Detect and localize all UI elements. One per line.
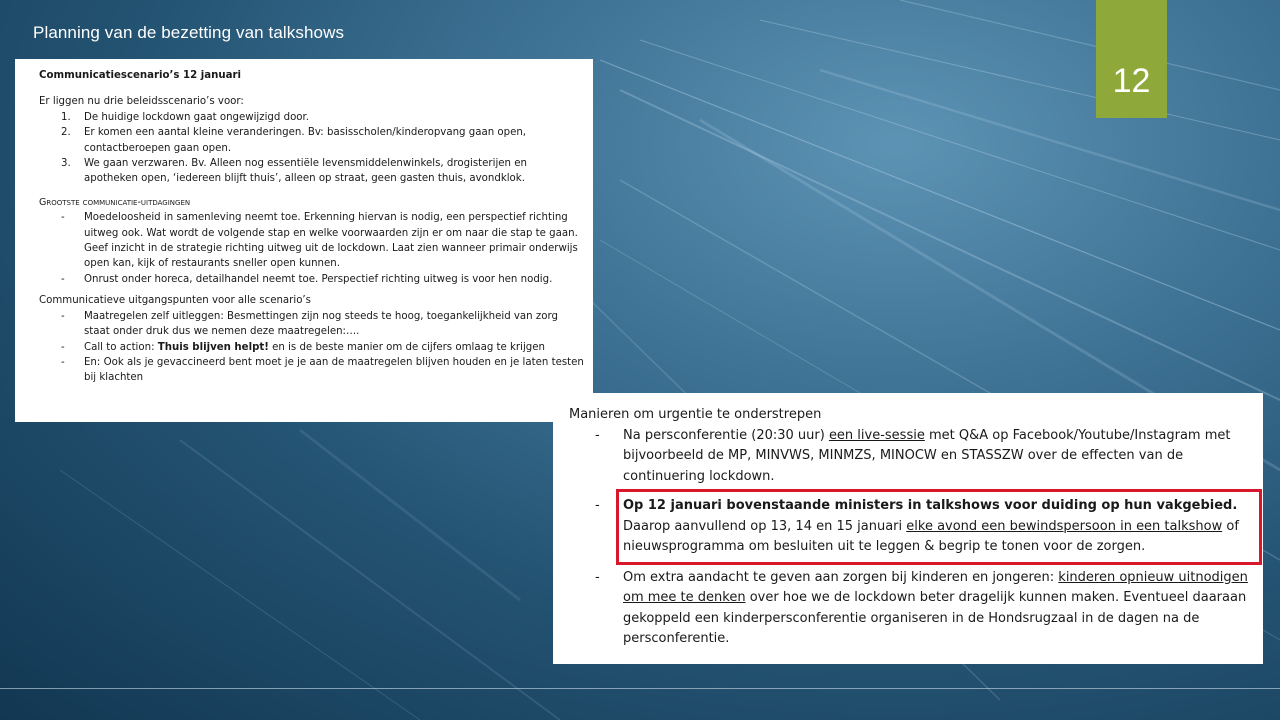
underlined-text: elke avond een bewindspersoon in een talkshow — [906, 518, 1223, 534]
urgency-list — [569, 426, 1255, 650]
document-excerpt-urgency — [553, 393, 1263, 664]
footer-divider — [0, 688, 1280, 689]
slide-title: Planning van de bezetting van talkshows — [33, 23, 345, 42]
list-item — [569, 568, 1255, 650]
list-marker: - — [595, 569, 600, 585]
list-item-text: Onrust onder horeca, detailhandel neemt toe. Perspectief richting uitweg is voor hen nodig. — [84, 273, 553, 285]
list-item-text-pre: Om extra aandacht te geven aan zorgen bij kinderen en jongeren: — [623, 569, 1059, 585]
section-heading-principles: Communicatieve uitgangspunten voor alle scenario’s — [39, 295, 311, 307]
underlined-text: een live-sessie — [828, 427, 925, 443]
list-item-text: De huidige lockdown gaat ongewijzigd door. — [84, 111, 310, 123]
page-number: 12 — [1112, 62, 1151, 100]
underlined-text: kinderen opnieuw uitnodigen om mee te denken — [623, 569, 1248, 605]
list-item-text-mid: Daarop aanvullend op 13, 14 en 15 januari — [623, 518, 907, 534]
list-item — [39, 309, 584, 340]
list-item-text: Moedeloosheid in samenleving neemt toe. Erkenning hiervan is nodig, een perspectief richting uitweg ook. Wat wordt de volgende stap en welke voorwaarden zijn er om naar die stap te gaan. Geef inzicht in de strategie richting uitweg uit de lockdown. Laat zien wanneer primair onderwijs open kan, kijk of restaurants sneller open kunnen. — [84, 212, 578, 270]
list-item — [39, 110, 584, 125]
list-marker: - — [61, 356, 65, 368]
list-item-text: Maatregelen zelf uitleggen: Besmettingen zijn nog steeds te hoog, toegankelijkheid van zorg staat onder druk dus we nemen deze maatregelen:…. — [84, 310, 558, 338]
list-item — [39, 272, 584, 287]
list-marker: 3. — [61, 158, 71, 170]
challenges-list — [39, 210, 584, 287]
list-item — [39, 210, 584, 272]
list-item-text-pre: Na persconferentie (20:30 uur) — [623, 427, 829, 443]
list-marker: - — [595, 498, 600, 513]
list-marker: - — [61, 212, 65, 224]
list-item-text-post: met Q&A op Facebook/Youtube/Instagram met bijvoorbeeld de MP, MINVWS, MINMZS, MINOCW en STASSZW over de effecten van de continuering lockdown. — [623, 427, 1231, 484]
document-excerpt-communication-scenarios — [15, 59, 593, 422]
page-number-badge — [1096, 0, 1167, 118]
list-marker: 2. — [61, 127, 71, 139]
document-heading: Communicatiescenario’s 12 januari — [39, 70, 242, 81]
list-marker: - — [61, 273, 65, 285]
list-marker: - — [595, 427, 600, 443]
section-heading-challenges: Grootste communicatie-uitdagingen — [39, 196, 191, 208]
list-item — [39, 125, 584, 156]
principles-list — [39, 309, 584, 386]
document-heading: Manieren om urgentie te onderstrepen — [569, 407, 822, 422]
intro-text: Er liggen nu drie beleidsscenario’s voor: — [39, 96, 244, 108]
list-marker: - — [61, 341, 65, 353]
list-item — [39, 156, 584, 187]
list-item-text-post: over hoe we de lockdown beter dragelijk kunnen maken. Eventueel daaraan gekoppeld een kinderpersconferentie organiseren in de Hondsrugzaal in de dagen na de persconferentie. — [623, 590, 1247, 646]
list-item-text: Er komen een aantal kleine veranderingen. Bv: basisscholen/kinderopvang gaan open, contactberoepen gaan open. — [84, 127, 527, 154]
list-item-text-post: en is de beste manier om de cijfers omlaag te krijgen — [268, 341, 545, 353]
list-marker: 1. — [61, 111, 71, 123]
list-item-text: En: Ook als je gevaccineerd bent moet je je aan de maatregelen blijven houden en je laten testen bij klachten — [84, 356, 584, 384]
call-to-action-bold: Thuis blijven helpt! — [157, 341, 269, 353]
list-item-text-post: of nieuwsprogramma om besluiten uit te leggen & begrip te tonen voor de zorgen. — [623, 518, 1239, 554]
bold-text: Op 12 januari bovenstaande ministers in talkshows voor duiding op hun vakgebied. — [623, 498, 1238, 513]
list-item — [39, 355, 584, 386]
list-item — [569, 426, 1255, 488]
list-item-highlighted — [569, 496, 1255, 558]
red-highlight-box — [623, 496, 1255, 558]
list-item — [39, 340, 584, 355]
list-item-text: We gaan verzwaren. Bv. Alleen nog essentiële levensmiddelenwinkels, drogisterijen en apotheken open, ‘iedereen blijft thuis’, alleen op straat, geen gasten thuis, avondklok. — [84, 158, 527, 185]
list-marker: - — [61, 310, 65, 322]
list-item-text-pre: Call to action: — [84, 341, 158, 353]
scenario-list — [39, 110, 584, 187]
